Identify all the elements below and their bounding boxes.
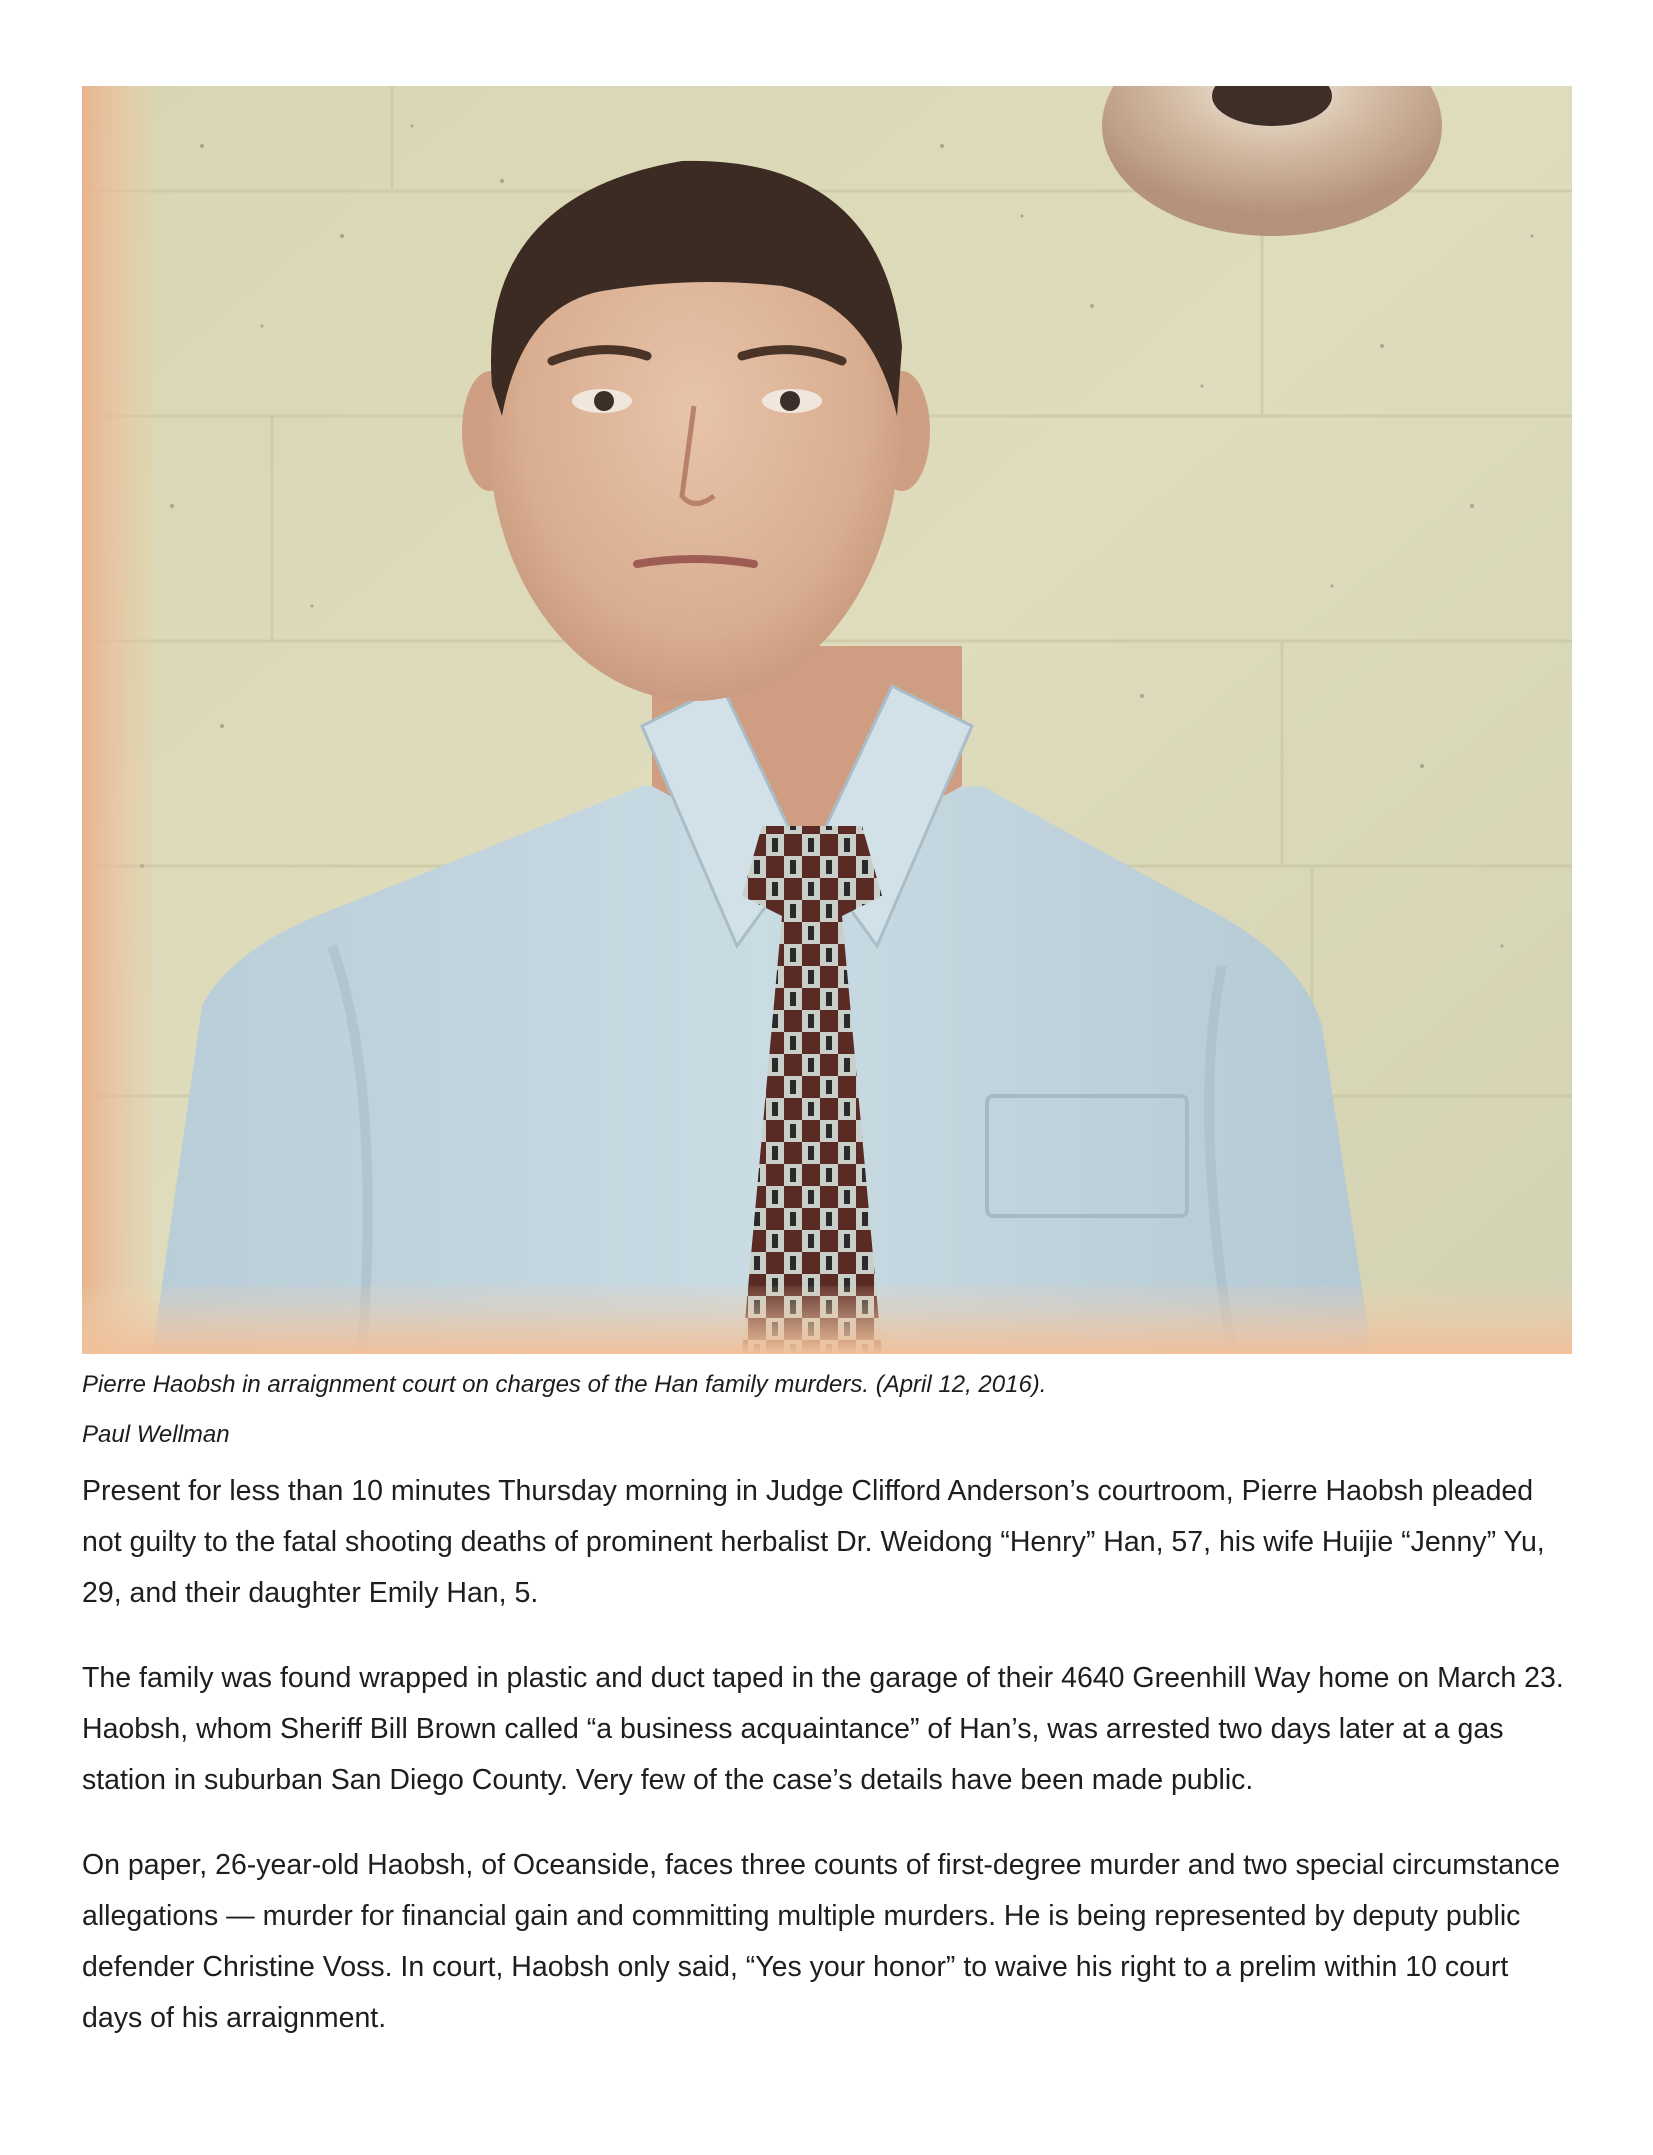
photo-credit: Paul Wellman: [82, 1421, 230, 1448]
article-paragraph: Present for less than 10 minutes Thursday morning in Judge Clifford Anderson’s courtroom, Pierre Haobsh pleaded not guilty to the fatal shooting deaths of prominent herbalist Dr. Weidong “Henry” Han, 57, his wife Huijie “Jenny” Yu, 29, and their daughter Emily Han, 5.: [82, 1475, 1545, 1609]
article-paragraph: The family was found wrapped in plastic and duct taped in the garage of their 4640 Greenhill Way home on March 23. Haobsh, whom Sheriff Bill Brown called “a business acquaintance” of Han’s, was arrested two days later at a gas station in suburban San Diego County. Very few of the case’s details have been made public.: [82, 1662, 1564, 1796]
article-body: [82, 1466, 1572, 2078]
photo-caption: Pierre Haobsh in arraignment court on charges of the Han family murders. (April 12, 2016).: [82, 1371, 1047, 1398]
article-photo: [82, 86, 1572, 1354]
article-paragraph: On paper, 26-year-old Haobsh, of Oceanside, faces three counts of first-degree murder and two special circumstance allegations — murder for financial gain and committing multiple murders. He is being represented by deputy public defender Christine Voss. In court, Haobsh only said, “Yes your honor” to waive his right to a prelim within 10 court days of his arraignment.: [82, 1849, 1561, 2034]
